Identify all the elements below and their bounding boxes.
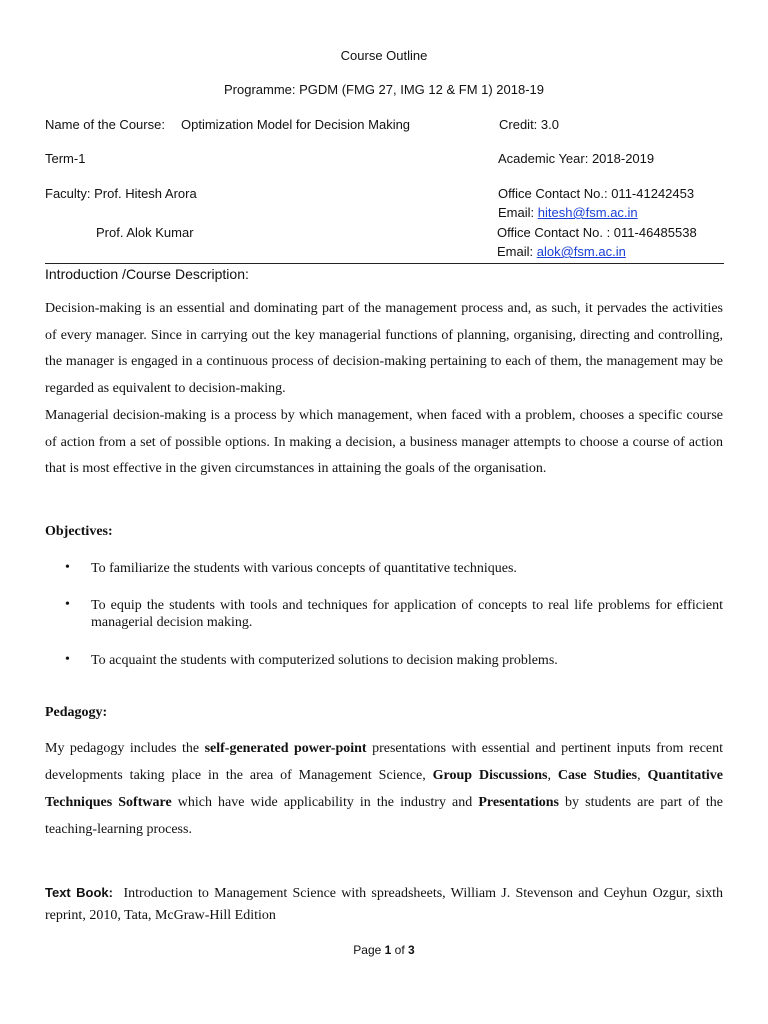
textbook-value: Introduction to Management Science with spreadsheets, William J. Stevenson and Ceyhun Ozgur, sixth reprint, 2010, Tata, McGraw-Hill Edition (45, 886, 723, 923)
page-footer (0, 943, 768, 957)
email-line-1 (498, 205, 638, 220)
pedagogy-text: , (637, 768, 648, 783)
credit: Credit: 3.0 (499, 117, 559, 132)
email-label-1: Email: (498, 205, 535, 220)
doc-title: Course Outline (340, 48, 428, 63)
pedagogy-text: My pedagogy includes the (45, 741, 205, 756)
section-divider (45, 263, 724, 264)
pedagogy-text: by students are part of the teaching-learning process. (45, 795, 723, 837)
page-footer-label: of (391, 943, 409, 957)
pedagogy-paragraph (45, 735, 723, 843)
page-total: 3 (408, 943, 415, 957)
textbook-label: Text Book: (45, 885, 113, 900)
term: Term-1 (45, 151, 86, 166)
objective-text: To equip the students with tools and techniques for application of concepts to real life problems for efficient managerial decision making. (91, 598, 723, 630)
pedagogy-emphasis: Case Studies (557, 768, 638, 783)
pedagogy-emphasis: self-generated power-point (204, 741, 367, 756)
email-line-2 (497, 244, 626, 259)
pedagogy-text: , (547, 768, 558, 783)
intro-heading: Introduction /Course Description: (45, 266, 249, 282)
page-footer-label: Page (353, 943, 385, 957)
bullet-icon: • (65, 652, 70, 667)
pedagogy-emphasis: Presentations (478, 795, 559, 810)
programme-line: Programme: PGDM (FMG 27, IMG 12 & FM 1) 2018-19 (223, 82, 545, 97)
office-contact-1: Office Contact No.: 011-41242453 (498, 186, 695, 201)
intro-paragraph-2: Managerial decision-making is a process by which management, when faced with a problem, chooses a specific course of action from a set of possible options. In making a decision, a business manager attempts to choose a course of action that is most effective in the given circumstances in attaining the goals of the organisation. (45, 408, 723, 477)
pedagogy-heading: Pedagogy: (45, 705, 108, 720)
pedagogy-text: which have wide applicability in the industry and (171, 795, 479, 810)
faculty-secondary: Prof. Alok Kumar (96, 225, 194, 240)
pedagogy-emphasis: Group Discussions (432, 768, 548, 783)
intro-paragraph-1: Decision-making is an essential and dominating part of the management process and, as such, it pervades the activities of every manager. Since in carrying out the key managerial functions of planning, organising, directing and controlling, the manager is engaged in a continuous process of decision-making pertaining to each of them, the management may be regarded as equivalent to decision-making. (45, 301, 723, 396)
objectives-heading: Objectives: (45, 524, 113, 539)
email-link-alok[interactable]: alok@fsm.ac.in (536, 244, 626, 259)
email-label-2: Email: (497, 244, 534, 259)
faculty-primary: Faculty: Prof. Hitesh Arora (45, 186, 197, 201)
page-number: 1 (384, 943, 392, 957)
academic-year: Academic Year: 2018-2019 (498, 151, 655, 166)
objective-text: To acquaint the students with computerized solutions to decision making problems. (91, 653, 558, 668)
objective-text: To familiarize the students with various concepts of quantitative techniques. (91, 561, 517, 576)
course-name-value: Optimization Model for Decision Making (181, 117, 411, 132)
pedagogy-text: presentations with essential and pertinent inputs from recent developments taking place in the area of Management Science, (45, 741, 724, 783)
course-name-label: Name of the Course: (45, 117, 165, 132)
office-contact-2: Office Contact No. : 011-46485538 (497, 225, 697, 240)
textbook-paragraph (45, 882, 723, 927)
bullet-icon: • (65, 560, 70, 575)
bullet-icon: • (65, 597, 70, 612)
pedagogy-emphasis: Quantitative Techniques Software (45, 768, 723, 810)
email-link-hitesh[interactable]: hitesh@fsm.ac.in (537, 205, 638, 220)
